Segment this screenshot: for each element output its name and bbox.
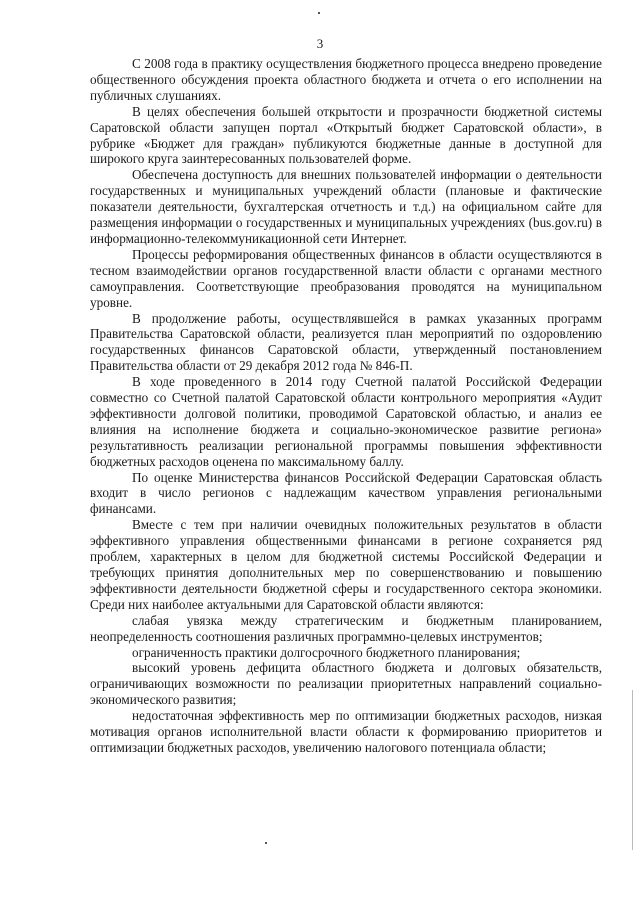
scan-speck xyxy=(318,12,320,14)
paragraph-audit: В ходе проведенного в 2014 году Счетной палатой Российской Федерации совместно со Счетной палатой Саратовской области контрольного мероприятия «Аудит эффективности долговой политики, проводимой Саратовской областью, и анализ ее влияния на исполнение бюджета и социально-экономическое развитие региона» результативность реализации региональной программы повышения эффективности бюджетных расходов оценена по максимальному баллу. xyxy=(90,374,602,469)
paragraph-institutions-info: Обеспечена доступность для внешних пользователей информации о деятельности государственных и муниципальных учреждений области (плановые и фактические показатели деятельности, бухгалтерская отчетность и т.д.) на официальном сайте для размещения информации о государственных и муниципальных учреждениях (bus.gov.ru) в информационно-телекоммуникационной сети Интернет. xyxy=(90,167,602,246)
page-number: 3 xyxy=(316,36,324,51)
paragraph-problem-2: ограниченность практики долгосрочного бюджетного планирования; xyxy=(132,644,521,660)
scan-edge-line xyxy=(632,690,633,850)
scan-speck xyxy=(265,842,267,844)
paragraph-recovery-plan: В продолжение работы, осуществлявшейся в рамках указанных программ Правительства Саратовской области, реализуется план мероприятий по оздоровлению государственных финансов Саратовской области, утвержденный постановлением Правительства области от 29 декабря 2012 года № 846-П. xyxy=(90,310,602,374)
paragraph-public-hearings: С 2008 года в практику осуществления бюджетного процесса внедрено проведение общественного обсуждения проекта областного бюджета и отчета о его исполнении на публичных слушаниях. xyxy=(90,56,602,103)
paragraph-problem-1: слабая увязка между стратегическим и бюджетным планированием, неопределенность соотношения различных программно-целевых инструментов; xyxy=(90,612,602,644)
paragraph-problem-4: недостаточная эффективность мер по оптимизации бюджетных расходов, низкая мотивация органов исполнительной власти области к формированию приоритетов и оптимизации бюджетных расходов, увеличению налогового потенциала области; xyxy=(90,708,602,755)
paragraph-problems-intro: Вместе с тем при наличии очевидных положительных результатов в области эффективного управления общественными финансами в регионе сохраняется ряд проблем, характерных в целом для бюджетной системы Российской Федерации и требующих принятия дополнительных мер по совершенствованию и повышению эффективности деятельности бюджетной сферы и государственного сектора экономики. Среди них наиболее актуальными для Саратовской области являются: xyxy=(90,517,602,612)
paragraph-open-budget-portal: В целях обеспечения большей открытости и прозрачности бюджетной системы Саратовской области запущен портал «Открытый бюджет Саратовской области», в рубрике «Бюджет для граждан» публикуются бюджетные данные в доступной для широкого круга заинтересованных пользователей форме. xyxy=(90,103,602,167)
document-body xyxy=(90,56,602,756)
paragraph-ministry-assessment: По оценке Министерства финансов Российской Федерации Саратовская область входит в число регионов с надлежащим качеством управления региональными финансами. xyxy=(90,469,602,517)
paragraph-reform-processes: Процессы реформирования общественных финансов в области осуществляются в тесном взаимодействии органов государственной власти области с органами местного самоуправления. Соответствующие преобразования проводятся на муниципальном уровне. xyxy=(90,246,602,310)
paragraph-problem-3: высокий уровень дефицита областного бюджета и долговых обязательств, ограничивающих возможности по реализации приоритетных направлений социально-экономического развития; xyxy=(90,660,602,708)
